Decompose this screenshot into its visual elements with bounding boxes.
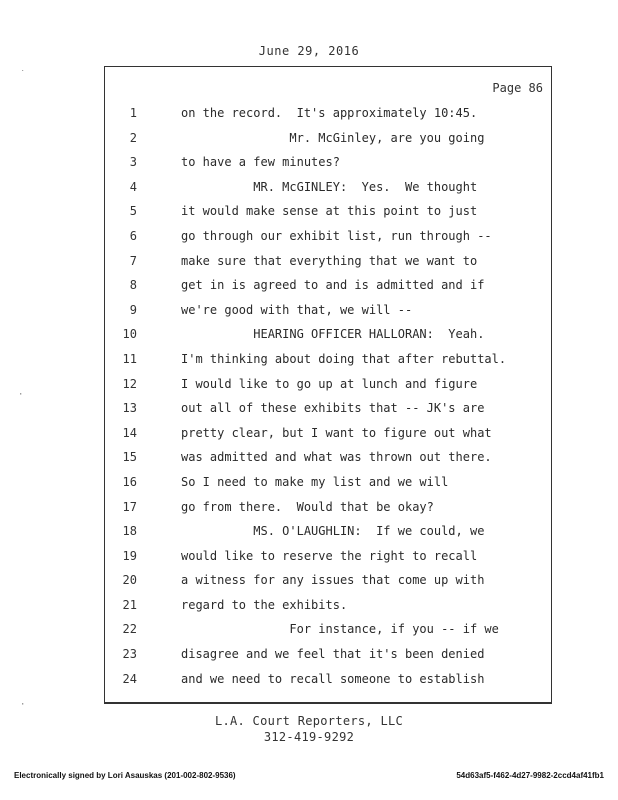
line-text: on the record. It's approximately 10:45. bbox=[181, 106, 478, 120]
line-text: go from there. Would that be okay? bbox=[181, 499, 434, 514]
line-text: and we need to recall someone to establish bbox=[181, 671, 485, 686]
line-text: go through our exhibit list, run through -- bbox=[181, 228, 492, 243]
line-number: 15 bbox=[122, 450, 137, 465]
line-number: 7 bbox=[129, 253, 137, 268]
line-number: 14 bbox=[122, 425, 137, 440]
line-number: 24 bbox=[122, 671, 137, 686]
line-text: a witness for any issues that come up with bbox=[181, 573, 485, 588]
transcript-line bbox=[105, 150, 551, 175]
line-number: 12 bbox=[122, 376, 137, 391]
footer-company: L.A. Court Reporters, LLC bbox=[214, 714, 404, 728]
line-text: MR. McGINLEY: Yes. We thought bbox=[181, 179, 478, 194]
line-text: get in is agreed to and is admitted and if bbox=[181, 278, 485, 293]
line-text: For instance, if you -- if we bbox=[181, 622, 499, 637]
transcript-line bbox=[105, 421, 551, 446]
transcript-line bbox=[105, 544, 551, 569]
line-number: 6 bbox=[129, 228, 137, 243]
transcript-line bbox=[105, 372, 551, 397]
line-number: 17 bbox=[122, 499, 137, 514]
transcript-line bbox=[105, 617, 551, 642]
line-number: 13 bbox=[122, 401, 137, 416]
document-id: 54d63af5-f462-4d27-9982-2ccd4af41fb1 bbox=[456, 771, 604, 780]
line-text: So I need to make my list and we will bbox=[181, 474, 449, 489]
line-text: disagree and we feel that it's been denied bbox=[181, 647, 485, 662]
transcript-line bbox=[105, 298, 551, 323]
transcript-line bbox=[105, 495, 551, 520]
transcript-line bbox=[105, 224, 551, 249]
transcript-line bbox=[105, 667, 551, 692]
transcript-line bbox=[105, 396, 551, 421]
page-number-label: Page 86 bbox=[492, 81, 543, 95]
line-number: 4 bbox=[129, 179, 137, 194]
line-number: 19 bbox=[122, 548, 137, 563]
line-number: 16 bbox=[122, 474, 137, 489]
line-number: 21 bbox=[122, 597, 137, 612]
line-number: 5 bbox=[129, 204, 137, 219]
line-text: HEARING OFFICER HALLORAN: Yeah. bbox=[181, 327, 485, 342]
transcript-line bbox=[105, 445, 551, 470]
line-text: was admitted and what was thrown out there. bbox=[181, 450, 492, 465]
scan-speck: · bbox=[18, 390, 24, 400]
transcript-line bbox=[105, 126, 551, 151]
line-number: 18 bbox=[122, 524, 137, 539]
line-number: 3 bbox=[129, 155, 137, 170]
transcript-line bbox=[105, 322, 551, 347]
transcript-page-frame bbox=[104, 66, 552, 704]
line-number: 9 bbox=[129, 302, 137, 317]
transcript-lines bbox=[105, 101, 551, 691]
line-text: regard to the exhibits. bbox=[181, 597, 348, 612]
line-number: 11 bbox=[122, 351, 137, 366]
line-text: would like to reserve the right to recall bbox=[181, 548, 478, 563]
line-number: 23 bbox=[122, 647, 137, 662]
scan-speck: ˙ bbox=[20, 70, 26, 80]
line-number: 20 bbox=[122, 573, 137, 588]
scan-speck: · bbox=[20, 700, 26, 710]
transcript-line bbox=[105, 519, 551, 544]
line-text: I would like to go up at lunch and figure bbox=[181, 376, 478, 391]
transcript-line bbox=[105, 199, 551, 224]
transcript-line bbox=[105, 593, 551, 618]
transcript-line bbox=[105, 568, 551, 593]
line-number: 8 bbox=[129, 278, 137, 293]
transcript-line bbox=[105, 470, 551, 495]
line-number: 10 bbox=[122, 327, 137, 342]
line-text: MS. O'LAUGHLIN: If we could, we bbox=[181, 524, 485, 539]
line-text: it would make sense at this point to just bbox=[181, 204, 478, 219]
transcript-line bbox=[105, 273, 551, 298]
line-number: 1 bbox=[129, 106, 137, 120]
transcript-line bbox=[105, 101, 551, 126]
electronic-signature: Electronically signed by Lori Asauskas (201-002-802-9536) bbox=[14, 771, 236, 780]
line-text: Mr. McGinley, are you going bbox=[181, 130, 485, 145]
line-text: we're good with that, we will -- bbox=[181, 302, 413, 317]
transcript-line bbox=[105, 249, 551, 274]
header-date: June 29, 2016 bbox=[258, 44, 360, 58]
transcript-line bbox=[105, 175, 551, 200]
line-number: 22 bbox=[122, 622, 137, 637]
line-text: make sure that everything that we want to bbox=[181, 253, 478, 268]
transcript-line bbox=[105, 642, 551, 667]
line-text: to have a few minutes? bbox=[181, 155, 340, 170]
transcript-line bbox=[105, 347, 551, 372]
line-number: 2 bbox=[129, 130, 137, 145]
line-text: pretty clear, but I want to figure out what bbox=[181, 425, 492, 440]
footer-phone: 312-419-9292 bbox=[263, 730, 355, 744]
line-text: I'm thinking about doing that after rebuttal. bbox=[181, 351, 507, 366]
line-text: out all of these exhibits that -- JK's are bbox=[181, 401, 485, 416]
